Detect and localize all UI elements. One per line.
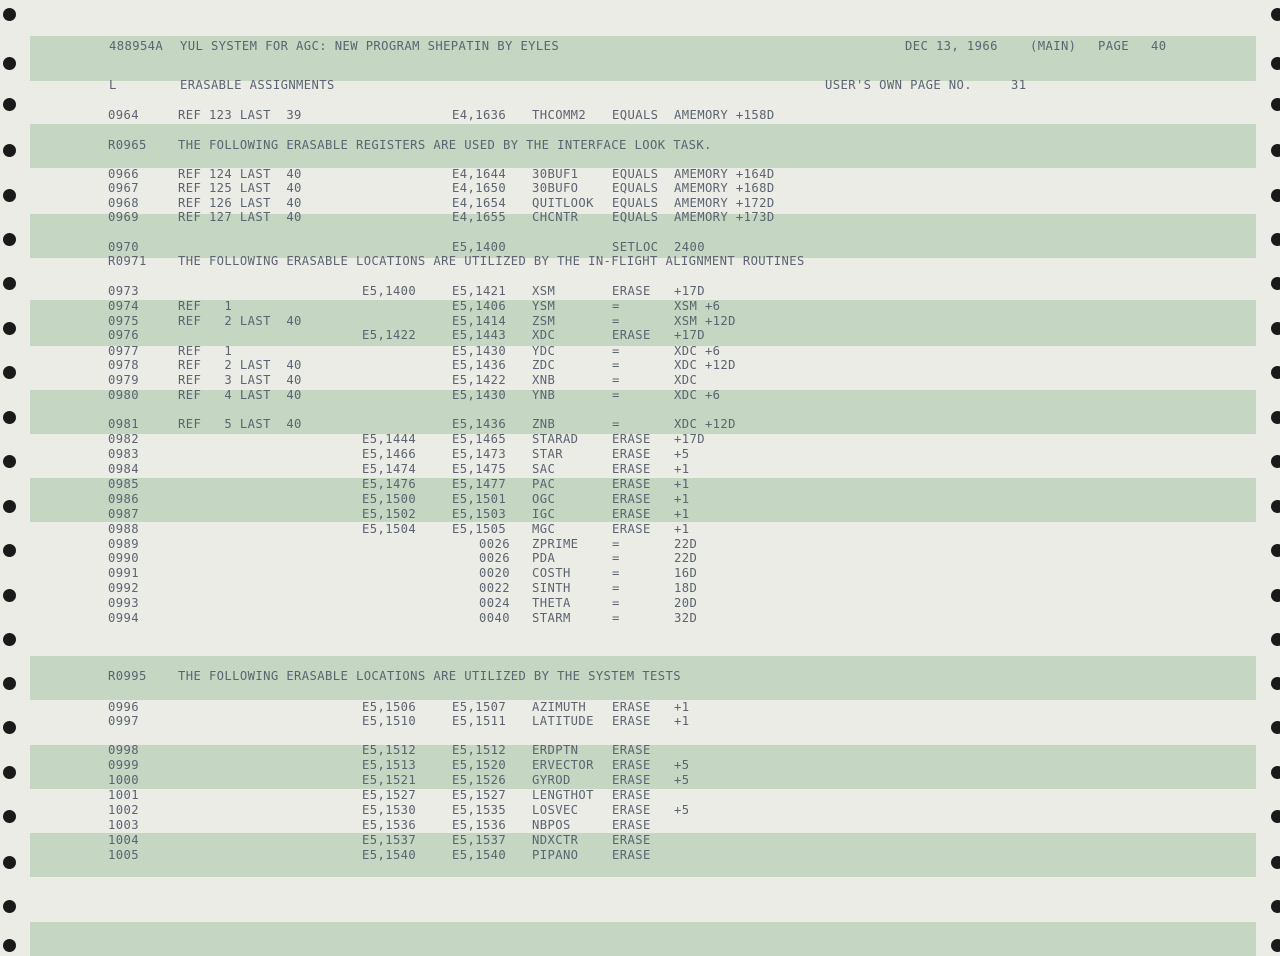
listing-line [0, 299, 1280, 313]
field-operand: +1 [674, 522, 690, 536]
field-seq: 1004 [108, 833, 139, 847]
field-loc: E5,1476 [362, 477, 417, 491]
listing-line [0, 611, 1280, 625]
field-op: ERASE [612, 758, 651, 772]
field-op: ERASE [612, 507, 651, 521]
field-op: = [612, 358, 620, 372]
field-operand: +17D [674, 284, 705, 298]
listing-line [0, 358, 1280, 372]
field-loc: E5,1444 [362, 432, 417, 446]
field-label: SAC [532, 462, 556, 476]
field-label: YNB [532, 388, 556, 402]
listing-line [0, 522, 1280, 536]
field-addr: E4,1655 [452, 210, 507, 224]
field-seq: 0983 [108, 447, 139, 461]
field-loc: E5,1536 [362, 818, 417, 832]
field-seq: 0966 [108, 167, 139, 181]
field-addr: E5,1473 [452, 447, 507, 461]
listing-line [0, 196, 1280, 210]
field-addr: E5,1406 [452, 299, 507, 313]
field-ref: REF 124 LAST 40 [178, 167, 302, 181]
field-op: ERASE [612, 788, 651, 802]
field-ref: REF 4 LAST 40 [178, 388, 302, 402]
field-loc: E5,1521 [362, 773, 417, 787]
section-header [0, 78, 1280, 92]
listing-line [0, 773, 1280, 787]
field-loc: E5,1474 [362, 462, 417, 476]
field-addr: E5,1540 [452, 848, 507, 862]
field-label: 30BUFO [532, 181, 579, 195]
field-label: STAR [532, 447, 563, 461]
field-addr: 0024 [479, 596, 510, 610]
field-addr: E5,1421 [452, 284, 507, 298]
field-ref: REF 2 LAST 40 [178, 314, 302, 328]
field-op: ERASE [612, 833, 651, 847]
field-op: EQUALS [612, 210, 659, 224]
field-seq: R0995 [108, 669, 147, 683]
field-addr: E5,1537 [452, 833, 507, 847]
field-operand: +17D [674, 328, 705, 342]
listing-line [0, 344, 1280, 358]
field-op: ERASE [612, 284, 651, 298]
field-operand: 18D [674, 581, 698, 595]
field-op: = [612, 596, 620, 610]
field-label: PDA [532, 551, 556, 565]
field-label: AZIMUTH [532, 700, 587, 714]
field-label: OGC [532, 492, 556, 506]
field-addr: E4,1644 [452, 167, 507, 181]
field-seq: 0982 [108, 432, 139, 446]
comment-line [0, 669, 1280, 683]
listing-line [0, 373, 1280, 387]
field-seq: 0991 [108, 566, 139, 580]
field-op: SETLOC [612, 240, 659, 254]
field-operand: AMEMORY +164D [674, 167, 775, 181]
listing-line [0, 848, 1280, 862]
job-id: 488954A [109, 39, 164, 53]
listing-line [0, 210, 1280, 224]
field-label: SINTH [532, 581, 571, 595]
field-seq: 0978 [108, 358, 139, 372]
listing-line [0, 758, 1280, 772]
field-loc: E5,1530 [362, 803, 417, 817]
field-addr: E5,1422 [452, 373, 507, 387]
field-loc: E5,1466 [362, 447, 417, 461]
field-label: XNB [532, 373, 556, 387]
field-operand: +1 [674, 477, 690, 491]
field-ref: REF 127 LAST 40 [178, 210, 302, 224]
field-addr: E5,1505 [452, 522, 507, 536]
field-addr: 0040 [479, 611, 510, 625]
listing-line [0, 447, 1280, 461]
field-op: ERASE [612, 328, 651, 342]
field-op: = [612, 388, 620, 402]
field-op: = [612, 417, 620, 431]
field-seq: 0984 [108, 462, 139, 476]
field-label: CHCNTR [532, 210, 579, 224]
field-addr: E4,1636 [452, 108, 507, 122]
field-seq: 0987 [108, 507, 139, 521]
field-label: QUITLOOK [532, 196, 594, 210]
listing-line [0, 240, 1280, 254]
field-op: ERASE [612, 447, 651, 461]
section-title: ERASABLE ASSIGNMENTS [180, 78, 335, 92]
listing-line [0, 462, 1280, 476]
field-seq: 0968 [108, 196, 139, 210]
field-loc: E5,1422 [362, 328, 417, 342]
field-addr: E5,1477 [452, 477, 507, 491]
field-op: = [612, 299, 620, 313]
print-date: DEC 13, 1966 [905, 39, 998, 53]
field-loc: E5,1527 [362, 788, 417, 802]
version-label: (MAIN) [1030, 39, 1077, 53]
listing-line [0, 388, 1280, 402]
field-operand: XDC +6 [674, 344, 721, 358]
field-label: MGC [532, 522, 556, 536]
field-loc: E5,1400 [362, 284, 417, 298]
field-addr: E5,1436 [452, 417, 507, 431]
field-comment: THE FOLLOWING ERASABLE REGISTERS ARE USED BY THE INTERFACE LOOK TASK. [178, 138, 712, 152]
listing-line [0, 108, 1280, 122]
field-label: STARAD [532, 432, 579, 446]
listing-line [0, 788, 1280, 802]
field-label: 30BUF1 [532, 167, 579, 181]
field-label: LENGTHOT [532, 788, 594, 802]
field-operand: +5 [674, 758, 690, 772]
field-addr: E5,1430 [452, 344, 507, 358]
section-marker: L [109, 78, 117, 92]
field-loc: E5,1513 [362, 758, 417, 772]
field-addr: E4,1650 [452, 181, 507, 195]
field-op: = [612, 581, 620, 595]
field-seq: R0971 [108, 254, 147, 268]
listing-line [0, 818, 1280, 832]
field-addr: E5,1520 [452, 758, 507, 772]
field-addr: E5,1536 [452, 818, 507, 832]
listing-line [0, 507, 1280, 521]
field-label: YSM [532, 299, 556, 313]
field-operand: 22D [674, 551, 698, 565]
field-op: EQUALS [612, 196, 659, 210]
field-op: ERASE [612, 462, 651, 476]
field-op: EQUALS [612, 108, 659, 122]
field-ref: REF 1 [178, 344, 233, 358]
field-label: THCOMM2 [532, 108, 587, 122]
field-addr: E5,1475 [452, 462, 507, 476]
comment-line [0, 254, 1280, 268]
field-operand: XDC +12D [674, 358, 736, 372]
field-label: COSTH [532, 566, 571, 580]
field-loc: E5,1512 [362, 743, 417, 757]
field-op: = [612, 611, 620, 625]
field-op: ERASE [612, 522, 651, 536]
field-seq: 1003 [108, 818, 139, 832]
field-seq: 1000 [108, 773, 139, 787]
field-addr: E5,1526 [452, 773, 507, 787]
field-seq: 0975 [108, 314, 139, 328]
field-addr: E5,1511 [452, 714, 507, 728]
field-label: NDXCTR [532, 833, 579, 847]
field-ref: REF 1 [178, 299, 233, 313]
field-operand: +5 [674, 803, 690, 817]
field-addr: 0026 [479, 537, 510, 551]
listing-line [0, 743, 1280, 757]
listing-line [0, 417, 1280, 431]
field-seq: 1001 [108, 788, 139, 802]
field-ref: REF 125 LAST 40 [178, 181, 302, 195]
listing-line [0, 566, 1280, 580]
field-op: EQUALS [612, 167, 659, 181]
field-ref: REF 5 LAST 40 [178, 417, 302, 431]
field-operand: +5 [674, 447, 690, 461]
field-addr: E4,1654 [452, 196, 507, 210]
listing-line [0, 284, 1280, 298]
field-addr: 0022 [479, 581, 510, 595]
field-operand: AMEMORY +172D [674, 196, 775, 210]
field-seq: 0980 [108, 388, 139, 402]
field-op: ERASE [612, 700, 651, 714]
field-operand: +17D [674, 432, 705, 446]
field-label: ZDC [532, 358, 556, 372]
field-loc: E5,1500 [362, 492, 417, 506]
field-operand: 20D [674, 596, 698, 610]
field-op: EQUALS [612, 181, 659, 195]
field-label: STARM [532, 611, 571, 625]
listing-line [0, 181, 1280, 195]
field-op: ERASE [612, 803, 651, 817]
field-op: ERASE [612, 714, 651, 728]
listing-line [0, 714, 1280, 728]
field-label: PAC [532, 477, 556, 491]
field-seq: 0999 [108, 758, 139, 772]
field-addr: E5,1465 [452, 432, 507, 446]
field-addr: E5,1512 [452, 743, 507, 757]
field-ref: REF 126 LAST 40 [178, 196, 302, 210]
page-label: PAGE [1098, 39, 1129, 53]
field-loc: E5,1510 [362, 714, 417, 728]
field-op: ERASE [612, 743, 651, 757]
field-seq: 0973 [108, 284, 139, 298]
field-operand: 32D [674, 611, 698, 625]
comment-line [0, 138, 1280, 152]
field-seq: 0997 [108, 714, 139, 728]
field-loc: E5,1537 [362, 833, 417, 847]
field-addr: E5,1535 [452, 803, 507, 817]
field-label: ERDPTN [532, 743, 579, 757]
field-label: YDC [532, 344, 556, 358]
field-addr: E5,1430 [452, 388, 507, 402]
field-operand: AMEMORY +158D [674, 108, 775, 122]
field-seq: R0965 [108, 138, 147, 152]
field-seq: 0996 [108, 700, 139, 714]
field-comment: THE FOLLOWING ERASABLE LOCATIONS ARE UTILIZED BY THE IN-FLIGHT ALIGNMENT ROUTINES [178, 254, 805, 268]
field-operand: +5 [674, 773, 690, 787]
field-operand: XDC +12D [674, 417, 736, 431]
field-seq: 0988 [108, 522, 139, 536]
field-seq: 0998 [108, 743, 139, 757]
field-addr: E5,1414 [452, 314, 507, 328]
field-operand: XSM +12D [674, 314, 736, 328]
field-operand: +1 [674, 462, 690, 476]
field-label: XSM [532, 284, 556, 298]
listing-line [0, 328, 1280, 342]
field-addr: E5,1400 [452, 240, 507, 254]
field-operand: +1 [674, 714, 690, 728]
field-operand: XSM +6 [674, 299, 721, 313]
field-addr: 0020 [479, 566, 510, 580]
field-seq: 0986 [108, 492, 139, 506]
field-addr: E5,1436 [452, 358, 507, 372]
field-label: XDC [532, 328, 556, 342]
field-op: = [612, 314, 620, 328]
page-header [0, 39, 1280, 53]
field-op: = [612, 551, 620, 565]
listing-line [0, 432, 1280, 446]
field-loc: E5,1506 [362, 700, 417, 714]
field-operand: +1 [674, 492, 690, 506]
field-op: ERASE [612, 773, 651, 787]
users-page-number: 31 [1011, 78, 1027, 92]
listing-line [0, 477, 1280, 491]
field-op: = [612, 566, 620, 580]
field-label: NBPOS [532, 818, 571, 832]
listing-line [0, 700, 1280, 714]
field-seq: 0979 [108, 373, 139, 387]
field-seq: 0993 [108, 596, 139, 610]
listing-line [0, 314, 1280, 328]
field-label: IGC [532, 507, 556, 521]
field-seq: 1005 [108, 848, 139, 862]
field-addr: E5,1527 [452, 788, 507, 802]
field-seq: 0994 [108, 611, 139, 625]
field-addr: 0026 [479, 551, 510, 565]
field-addr: E5,1501 [452, 492, 507, 506]
field-addr: E5,1443 [452, 328, 507, 342]
field-op: = [612, 537, 620, 551]
field-label: GYROD [532, 773, 571, 787]
field-loc: E5,1540 [362, 848, 417, 862]
field-label: ERVECTOR [532, 758, 594, 772]
field-seq: 0974 [108, 299, 139, 313]
field-operand: 16D [674, 566, 698, 580]
field-loc: E5,1504 [362, 522, 417, 536]
field-operand: 2400 [674, 240, 705, 254]
field-operand: AMEMORY +168D [674, 181, 775, 195]
field-op: ERASE [612, 492, 651, 506]
listing-line [0, 537, 1280, 551]
field-ref: REF 2 LAST 40 [178, 358, 302, 372]
field-label: ZSM [532, 314, 556, 328]
page-number: 40 [1151, 39, 1167, 53]
field-label: PIPANO [532, 848, 579, 862]
field-operand: XDC +6 [674, 388, 721, 402]
listing-line [0, 551, 1280, 565]
field-label: THETA [532, 596, 571, 610]
listing-line [0, 596, 1280, 610]
field-seq: 0964 [108, 108, 139, 122]
field-operand: 22D [674, 537, 698, 551]
field-seq: 0970 [108, 240, 139, 254]
field-seq: 0967 [108, 181, 139, 195]
field-label: LATITUDE [532, 714, 594, 728]
field-seq: 0981 [108, 417, 139, 431]
field-op: = [612, 344, 620, 358]
field-seq: 0969 [108, 210, 139, 224]
field-operand: +1 [674, 507, 690, 521]
listing-line [0, 803, 1280, 817]
field-addr: E5,1507 [452, 700, 507, 714]
field-label: LOSVEC [532, 803, 579, 817]
field-seq: 0992 [108, 581, 139, 595]
field-op: = [612, 373, 620, 387]
field-seq: 0977 [108, 344, 139, 358]
field-addr: E5,1503 [452, 507, 507, 521]
field-label: ZNB [532, 417, 556, 431]
field-ref: REF 3 LAST 40 [178, 373, 302, 387]
field-seq: 1002 [108, 803, 139, 817]
field-seq: 0976 [108, 328, 139, 342]
field-seq: 0989 [108, 537, 139, 551]
field-op: ERASE [612, 848, 651, 862]
listing-line [0, 167, 1280, 181]
field-op: ERASE [612, 818, 651, 832]
field-label: ZPRIME [532, 537, 579, 551]
field-seq: 0990 [108, 551, 139, 565]
field-op: ERASE [612, 477, 651, 491]
listing-line [0, 492, 1280, 506]
field-operand: XDC [674, 373, 698, 387]
listing-line [0, 581, 1280, 595]
field-operand: +1 [674, 700, 690, 714]
field-ref: REF 123 LAST 39 [178, 108, 302, 122]
field-loc: E5,1502 [362, 507, 417, 521]
field-op: ERASE [612, 432, 651, 446]
field-comment: THE FOLLOWING ERASABLE LOCATIONS ARE UTILIZED BY THE SYSTEM TESTS [178, 669, 681, 683]
users-page-label: USER'S OWN PAGE NO. [825, 78, 973, 92]
page-title: YUL SYSTEM FOR AGC: NEW PROGRAM SHEPATIN BY EYLES [180, 39, 560, 53]
field-operand: AMEMORY +173D [674, 210, 775, 224]
field-seq: 0985 [108, 477, 139, 491]
listing-line [0, 833, 1280, 847]
